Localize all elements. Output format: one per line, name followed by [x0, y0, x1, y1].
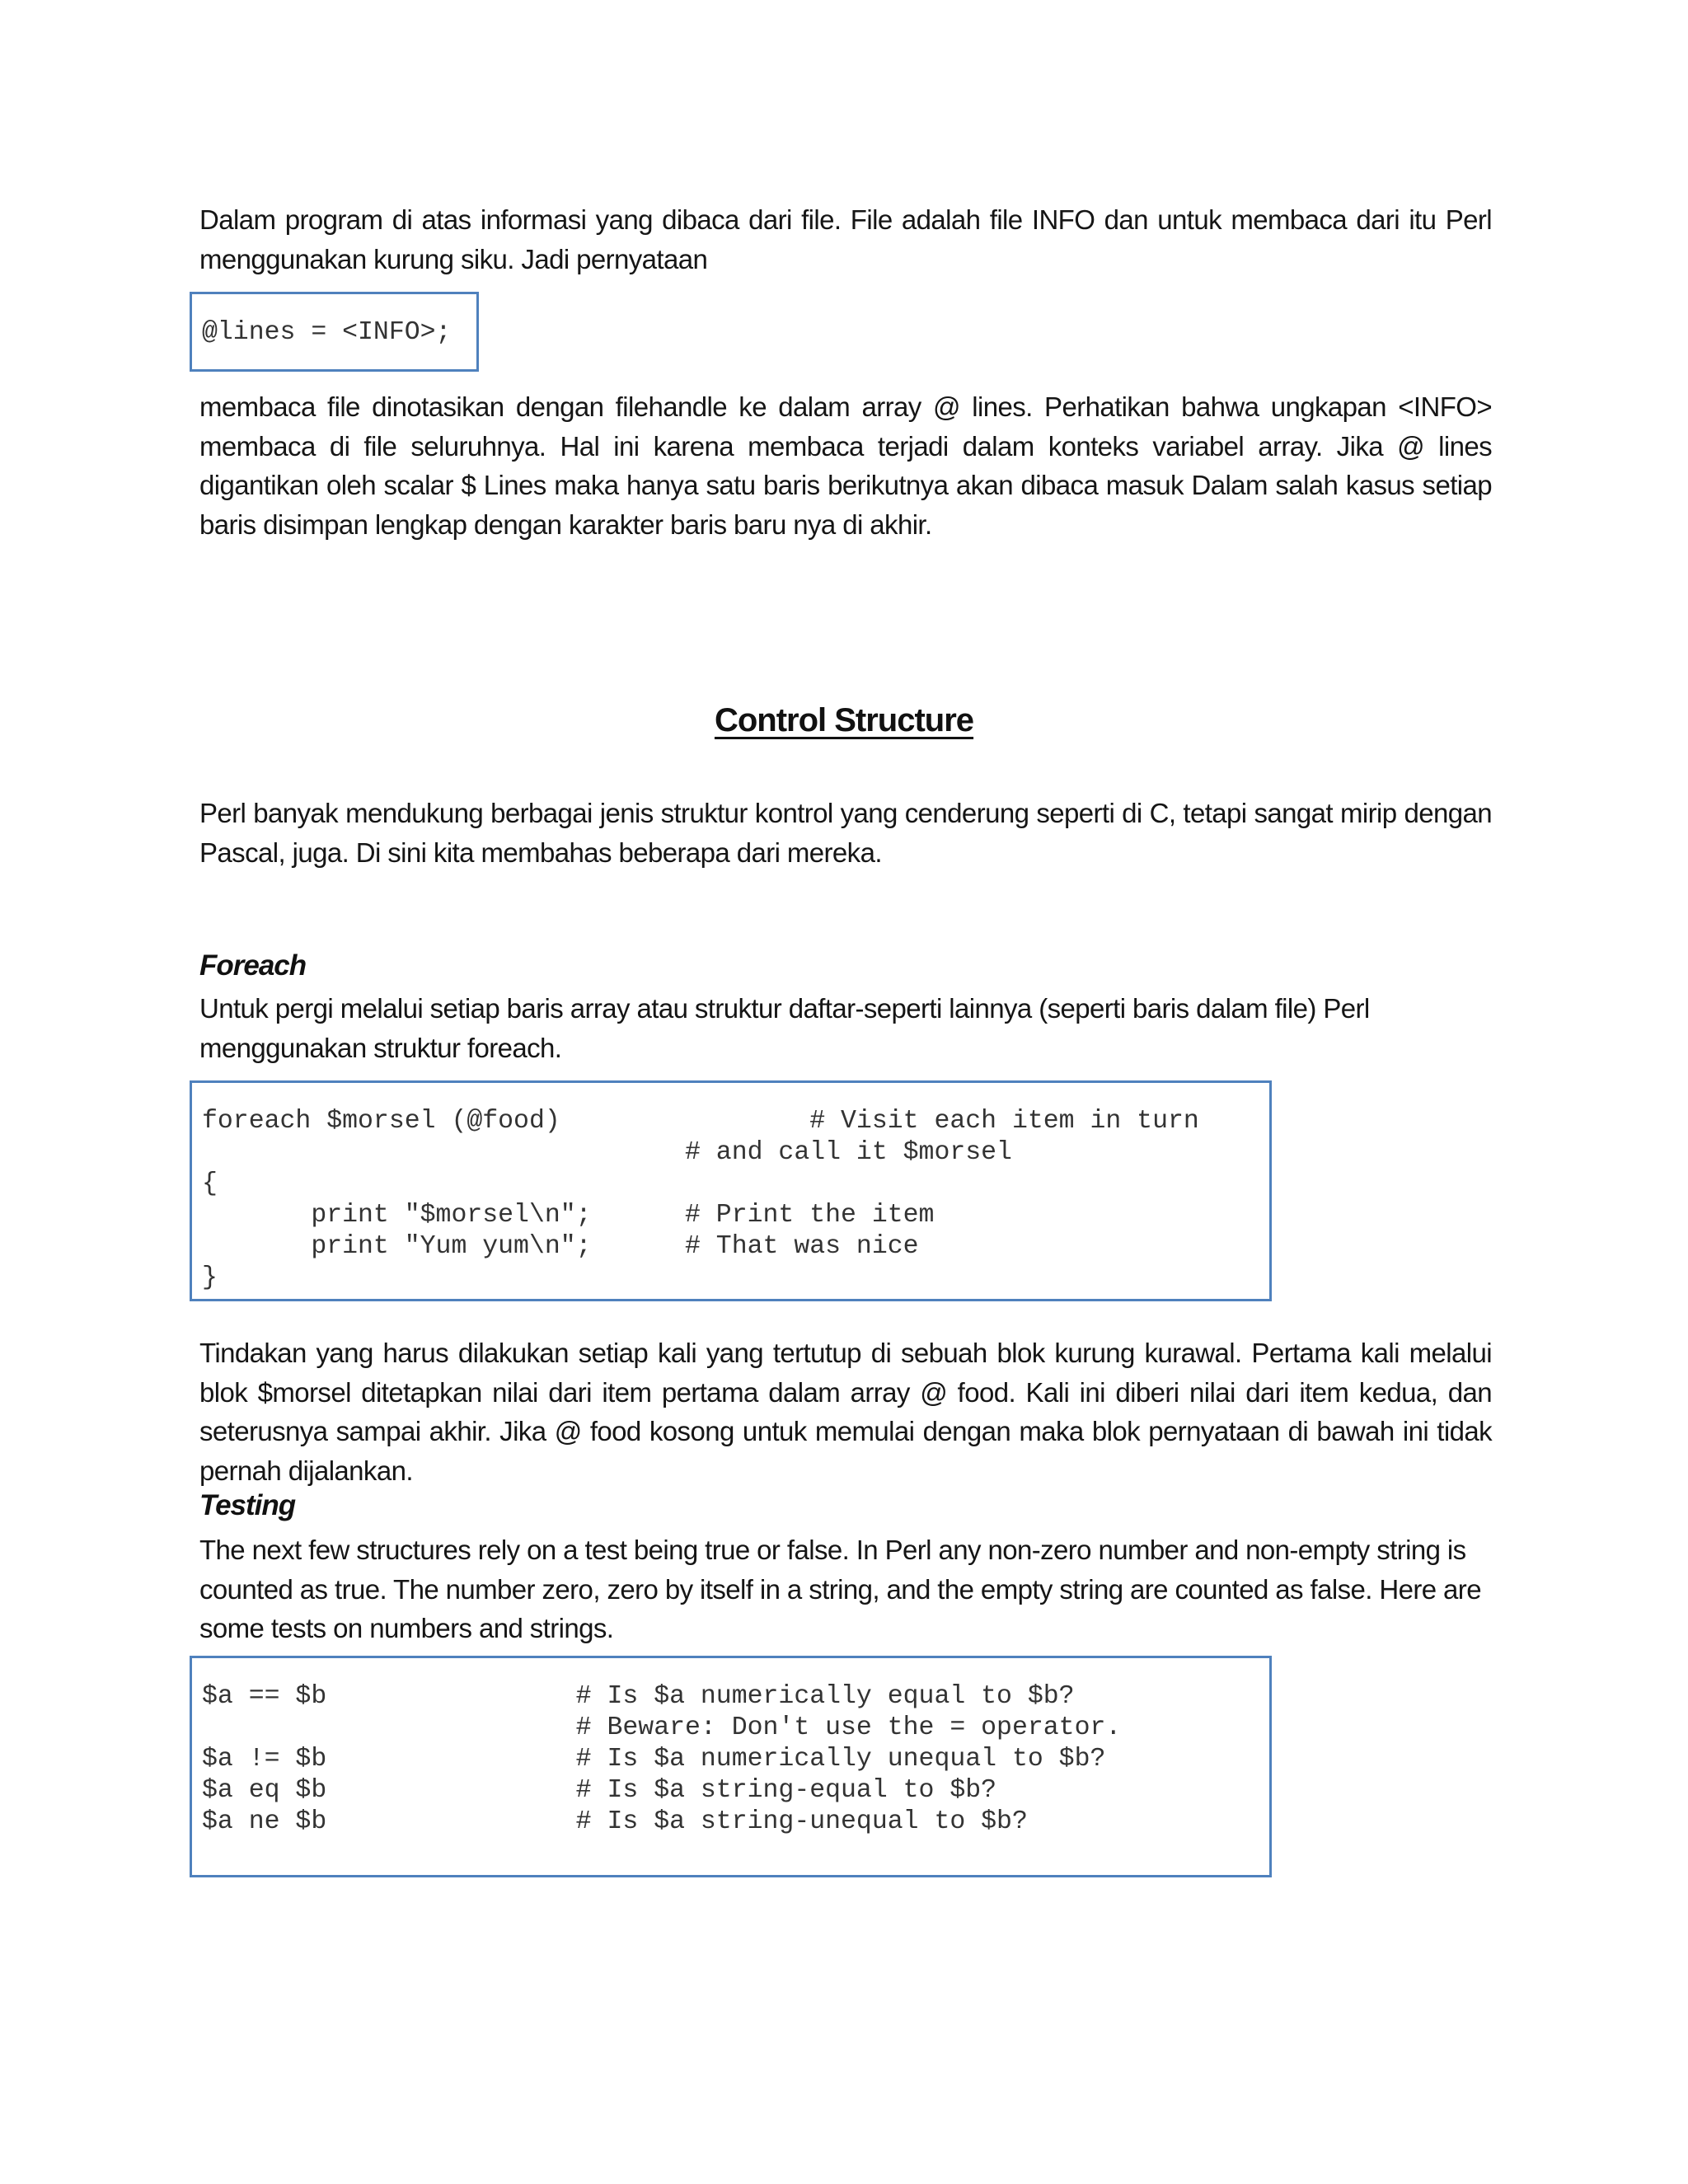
paragraph-after-lines: membaca file dinotasikan dengan filehandle ke dalam array @ lines. Perhatikan bahwa ungkapan <INFO> membaca di file seluruhnya. Hal ini karena membaca terjadi dalam konteks variabel array. Jika @ lines digantikan oleh scalar $ Lines maka hanya satu baris berikutnya akan dibaca masuk Dalam salah kasus setiap baris disimpan lengkap dengan karakter baris baru nya di akhir. [199, 391, 1492, 540]
code-foreach-block: foreach $morsel (@food) # Visit each item in turn # and call it $morsel { print "$morsel\n"; # Print the item print "Yum yum\n"; # That was nice } [202, 1107, 1199, 1292]
heading-control-structure: Control Structure [714, 702, 974, 738]
code-box-lines [190, 292, 479, 372]
subheading-foreach: Foreach [199, 949, 307, 982]
paragraph-foreach-after: Tindakan yang harus dilakukan setiap kali yang tertutup di sebuah blok kurung kurawal. Pertama kali melalui blok $morsel ditetapkan nilai dari item pertama dalam array @ food. Kali ini diberi nilai dari item kedua, dan seterusnya sampai akhir. Jika @ food kosong untuk memulai dengan maka blok pernyataan di bawah ini tidak pernah dijalankan. [199, 1338, 1492, 1486]
paragraph-foreach-intro: Untuk pergi melalui setiap baris array atau struktur daftar-seperti lainnya (seperti baris dalam file) Perl menggunakan struktur foreach. [199, 993, 1370, 1063]
subheading-testing: Testing [199, 1489, 296, 1521]
code-testing-block: $a == $b # Is $a numerically equal to $b? # Beware: Don't use the = operator. $a != $b # Is $a numerically unequal to $b? $a eq $b # Is $a string-equal to $b? $a ne $b # Is $a string-unequal to $b? [202, 1682, 1122, 1836]
code-lines-statement: @lines = <INFO>; [202, 318, 452, 347]
paragraph-control-intro: Perl banyak mendukung berbagai jenis struktur kontrol yang cenderung seperti di C, tetapi sangat mirip dengan Pascal, juga. Di sini kita membahas beberapa dari mereka. [199, 798, 1492, 868]
paragraph-testing-intro: The next few structures rely on a test being true or false. In Perl any non-zero number and non-empty string is counted as true. The number zero, zero by itself in a string, and the empty string are counted as false. Here are some tests on numbers and strings. [199, 1535, 1481, 1643]
code-box-testing [190, 1656, 1272, 1877]
code-box-foreach [190, 1080, 1272, 1301]
paragraph-intro: Dalam program di atas informasi yang dibaca dari file. File adalah file INFO dan untuk membaca dari itu Perl menggunakan kurung siku. Jadi pernyataan [199, 204, 1492, 274]
